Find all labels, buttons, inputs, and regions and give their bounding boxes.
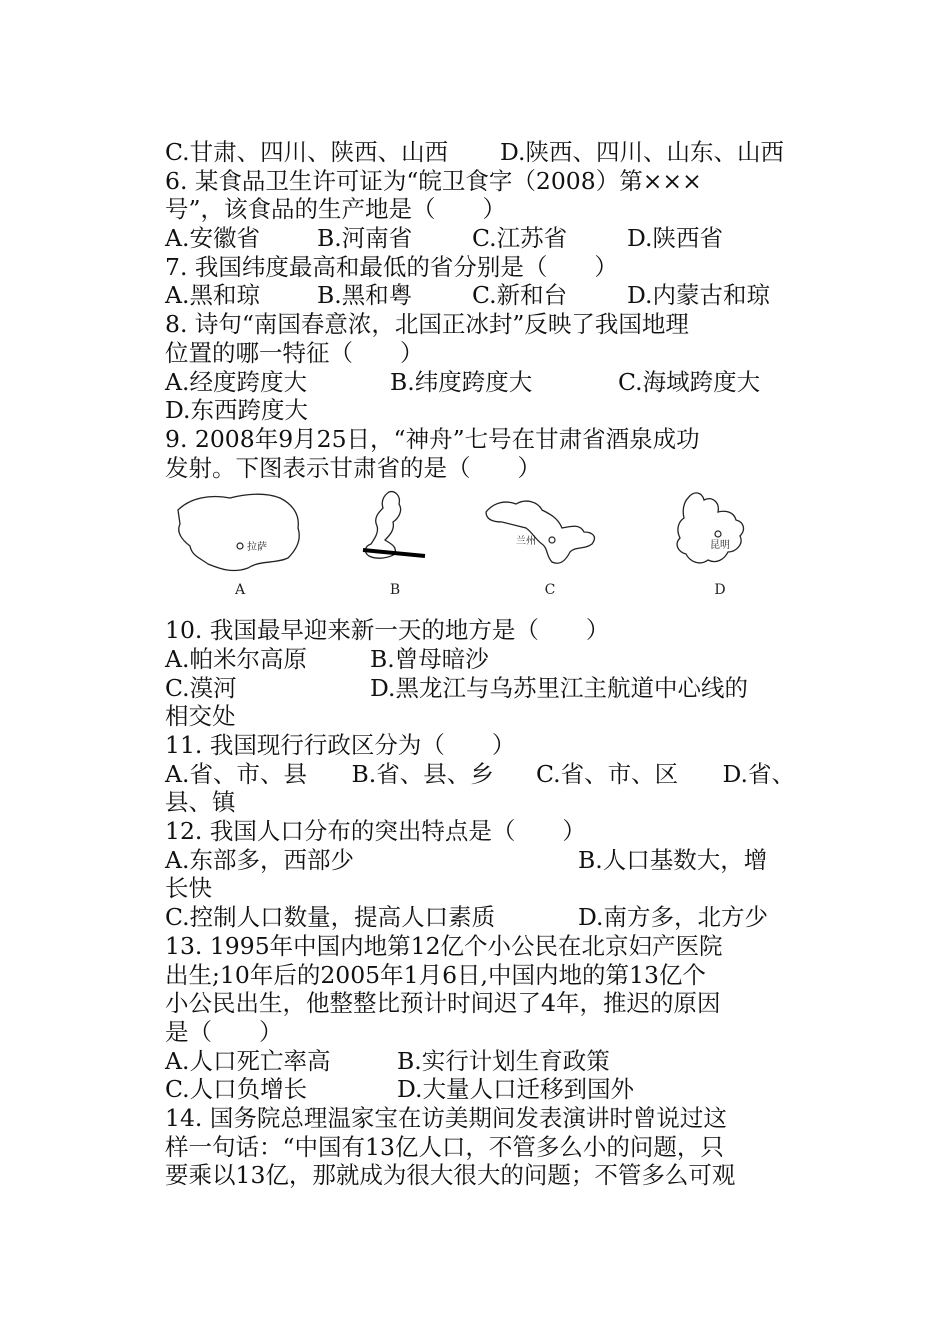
map-c[interactable] — [480, 488, 615, 599]
q14-stem-1: 14. 国务院总理温家宝在访美期间发表演讲时曾说过这 — [165, 1103, 727, 1132]
q5-option-c[interactable]: C.甘肃、四川、陕西、山西 — [165, 138, 449, 166]
q10-option-d-cont: 相交处 — [165, 702, 236, 731]
q8-option-d[interactable]: D.东西跨度大 — [165, 396, 308, 425]
q13-stem-2: 出生;10年后的2005年1月6日,中国内地的第13亿个 — [165, 960, 706, 989]
map-label-a: A — [234, 582, 246, 599]
q6-option-b[interactable]: B.河南省 — [317, 224, 413, 253]
q13-option-a[interactable]: A.人口死亡率高 — [165, 1046, 331, 1075]
q12-option-b[interactable]: B.人口基数大，增 — [578, 845, 768, 874]
q12-option-c[interactable]: C.控制人口数量，提高人口素质 — [165, 903, 496, 932]
q8-stem-1: 8. 诗句“南国春意浓，北国正冰封”反映了我国地理 — [165, 310, 689, 339]
q10-options-row2 — [165, 674, 795, 703]
q6-stem-1: 6. 某食品卫生许可证为“皖卫食字（2008）第××× — [165, 166, 702, 195]
q14-stem-3: 要乘以13亿，那就成为很大很大的问题；不管多么可观 — [165, 1161, 736, 1190]
q10-option-d[interactable]: D.黑龙江与乌苏里江主航道中心线的 — [370, 673, 748, 702]
city-lhasa: 拉萨 — [247, 542, 267, 554]
q13-options-row2 — [165, 1075, 795, 1104]
q5-options-row2 — [165, 138, 795, 167]
q10-options-row1 — [165, 645, 795, 674]
q10-stem: 10. 我国最早迎来新一天的地方是（ ） — [165, 616, 610, 645]
q11-stem: 11. 我国现行行政区分为（ ） — [165, 731, 516, 759]
q8-stem-2: 位置的哪一特征（ ） — [165, 338, 424, 367]
q8-option-c[interactable]: C.海域跨度大 — [618, 367, 761, 396]
q7-stem: 7. 我国纬度最高和最低的省分别是（ ） — [165, 252, 618, 281]
q13-options-row1 — [165, 1047, 795, 1076]
city-kunming: 昆明 — [710, 540, 730, 552]
q12-option-b-cont: 长快 — [165, 874, 212, 903]
q12-options-row2 — [165, 903, 795, 932]
q12-option-d[interactable]: D.南方多，北方少 — [578, 903, 768, 932]
q7-option-c[interactable]: C.新和台 — [472, 281, 568, 310]
q9-stem-2: 发射。下图表示甘肃省的是（ ） — [165, 453, 541, 482]
q7-option-b[interactable]: B.黑和粤 — [317, 281, 413, 310]
map-d[interactable] — [660, 488, 790, 599]
city-lanzhou: 兰州 — [516, 536, 536, 548]
q12-options-row1 — [165, 846, 795, 875]
q10-option-b[interactable]: B.曾母暗沙 — [370, 644, 489, 673]
q9-stem-1: 9. 2008年9月25日，“神舟”七号在甘肃省酒泉成功 — [165, 424, 700, 453]
q13-option-b[interactable]: B.实行计划生育政策 — [397, 1046, 610, 1075]
q7-options — [165, 281, 795, 310]
q6-option-a[interactable]: A.安徽省 — [165, 224, 260, 253]
q11-options — [165, 760, 795, 789]
map-a[interactable] — [170, 488, 310, 599]
q11-option-c[interactable]: C.省、市、区 — [536, 759, 679, 788]
q6-options — [165, 224, 795, 253]
q11-option-d[interactable]: D.省、 — [722, 759, 796, 788]
q10-option-a[interactable]: A.帕米尔高原 — [165, 644, 307, 673]
q14-stem-2: 样一句话：“中国有13亿人口，不管多么小的问题，只 — [165, 1132, 724, 1161]
document-page — [165, 138, 795, 1190]
q11-option-a[interactable]: A.省、市、县 — [165, 759, 307, 788]
map-b[interactable] — [355, 488, 435, 599]
q8-options — [165, 368, 795, 397]
q13-option-d[interactable]: D.大量人口迁移到国外 — [397, 1075, 634, 1104]
q13-stem-1: 13. 1995年中国内地第12亿个小公民在北京妇产医院 — [165, 931, 723, 960]
q12-stem: 12. 我国人口分布的突出特点是（ ） — [165, 817, 586, 846]
q11-option-b[interactable]: B.省、县、乡 — [351, 759, 494, 788]
q13-stem-3: 小公民出生，他整整比预计时间迟了4年，推迟的原因 — [165, 989, 721, 1018]
map-label-c: C — [544, 582, 556, 599]
q6-stem-2: 号”，该食品的生产地是（ ） — [165, 195, 507, 224]
map-label-d: D — [714, 582, 726, 599]
province-maps-figure — [165, 488, 795, 608]
q8-option-a[interactable]: A.经度跨度大 — [165, 367, 307, 396]
q13-option-c[interactable]: C.人口负增长 — [165, 1075, 308, 1104]
q6-option-d[interactable]: D.陕西省 — [627, 224, 723, 253]
map-label-b: B — [389, 582, 401, 599]
q12-option-a[interactable]: A.东部多，西部少 — [165, 845, 354, 874]
q11-option-d-cont: 县、镇 — [165, 788, 236, 817]
q7-option-d[interactable]: D.内蒙古和琼 — [627, 281, 770, 310]
q10-option-c[interactable]: C.漠河 — [165, 673, 237, 702]
q5-option-d[interactable]: D.陕西、四川、山东、山西 — [500, 138, 784, 166]
q8-option-b[interactable]: B.纬度跨度大 — [390, 367, 533, 396]
q13-stem-4: 是（ ） — [165, 1017, 283, 1046]
q6-option-c[interactable]: C.江苏省 — [472, 224, 568, 253]
q7-option-a[interactable]: A.黑和琼 — [165, 281, 260, 310]
